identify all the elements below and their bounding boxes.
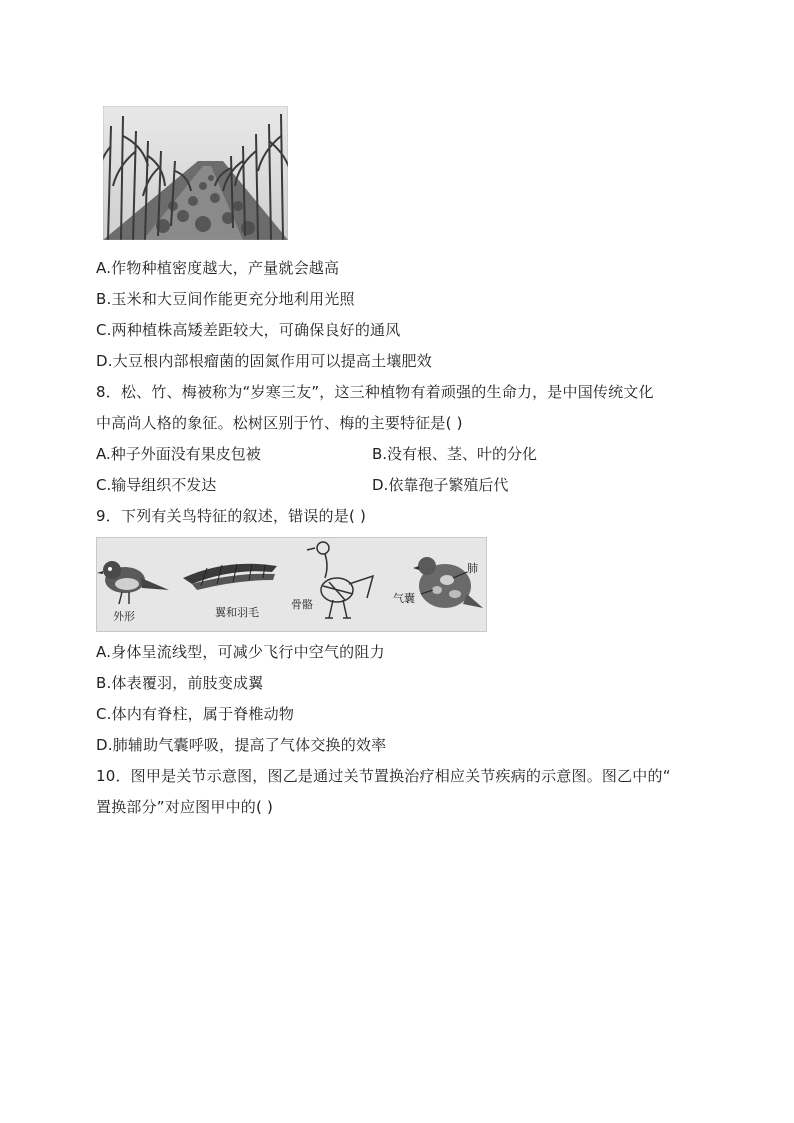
skeleton-icon bbox=[307, 542, 373, 618]
field-image bbox=[103, 106, 288, 240]
label-wing: 翼和羽毛 bbox=[215, 606, 259, 619]
q8-option-a: A.种子外面没有果皮包被 bbox=[96, 445, 261, 463]
label-skeleton: 骨骼 bbox=[291, 598, 313, 611]
q8-stem-line2: 中高尚人格的象征。松树区别于竹、梅的主要特征是( ) bbox=[96, 414, 463, 432]
q8-option-d: D.依靠孢子繁殖后代 bbox=[372, 476, 509, 494]
label-shape: 外形 bbox=[113, 610, 135, 623]
wing-icon bbox=[183, 564, 277, 590]
q7-option-a: A.作物种植密度越大，产量就会越高 bbox=[96, 259, 340, 277]
q10-stem-line2: 置换部分”对应图甲中的( ) bbox=[96, 798, 274, 816]
q9-option-c: C.体内有脊柱，属于脊椎动物 bbox=[96, 705, 295, 723]
intercropping-photo bbox=[103, 106, 288, 240]
q10-stem-line1: 10．图甲是关节示意图，图乙是通过关节置换治疗相应关节疾病的示意图。图乙中的“ bbox=[96, 767, 671, 785]
label-lung: 肺 bbox=[467, 562, 478, 575]
bird-features-figure bbox=[96, 537, 487, 632]
q9-option-b: B.体表覆羽，前肢变成翼 bbox=[96, 674, 264, 692]
q7-option-b: B.玉米和大豆间作能更充分地利用光照 bbox=[96, 290, 355, 308]
q8-stem-line1: 8．松、竹、梅被称为“岁寒三友”，这三种植物有着顽强的生命力，是中国传统文化 bbox=[96, 383, 654, 401]
sparrow-icon bbox=[97, 561, 169, 604]
q9-stem: 9．下列有关鸟特征的叙述，错误的是( ) bbox=[96, 507, 367, 525]
bird-illustrations bbox=[97, 538, 486, 631]
q9-option-d: D.肺辅助气囊呼吸，提高了气体交换的效率 bbox=[96, 736, 387, 754]
q9-option-a: A.身体呈流线型，可减少飞行中空气的阻力 bbox=[96, 643, 385, 661]
q7-option-c: C.两种植株高矮差距较大，可确保良好的通风 bbox=[96, 321, 401, 339]
label-air-sac: 气囊 bbox=[393, 592, 415, 605]
q8-option-c: C.输导组织不发达 bbox=[96, 476, 217, 494]
q8-option-b: B.没有根、茎、叶的分化 bbox=[372, 445, 538, 463]
q7-option-d: D.大豆根内部根瘤菌的固氮作用可以提高土壤肥效 bbox=[96, 352, 432, 370]
